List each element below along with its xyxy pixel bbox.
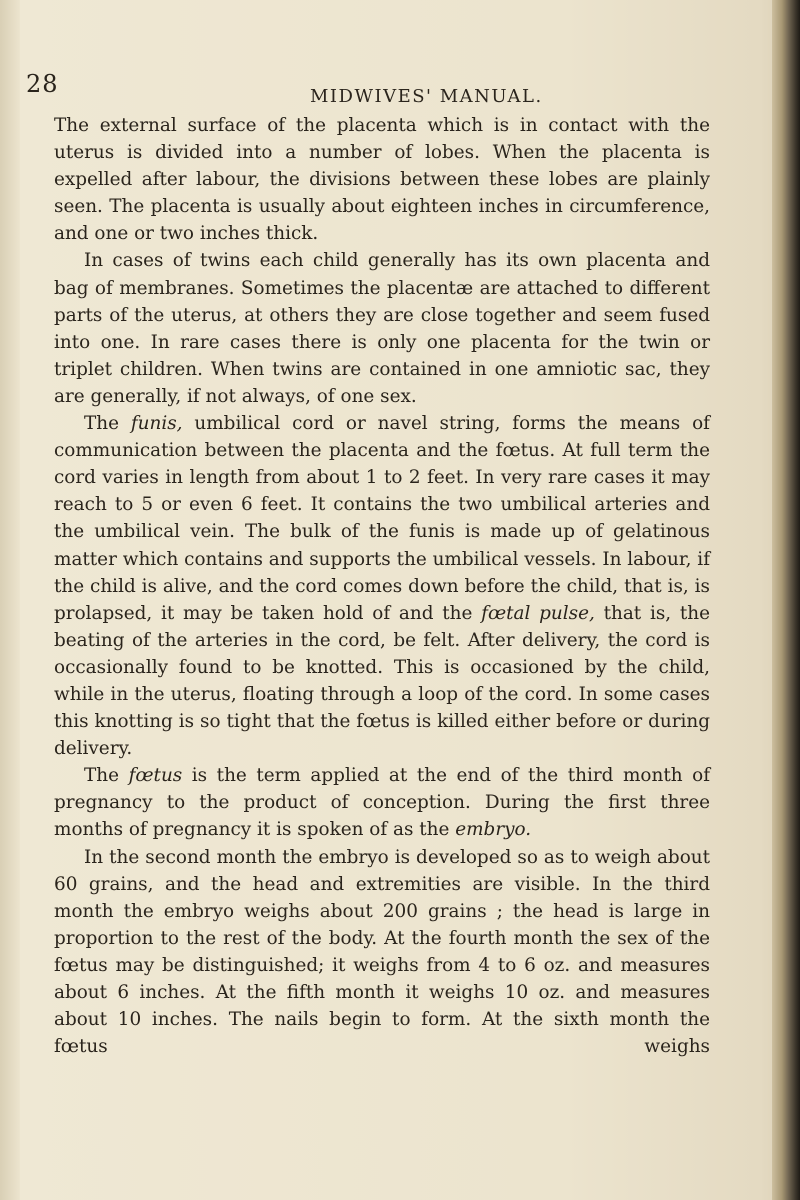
paragraph-funis xyxy=(54,410,710,762)
text-run: that is, the beating of the arteries in the cord, be felt. After delivery, the cord is occasionally found to be knotted. This is occasioned by the child, while in the uterus, floating through a loop of the cord. In some cases this knotting is so tight that the fœtus is killed either before or during delivery. xyxy=(54,602,710,760)
page-left-margin-shadow xyxy=(0,0,20,1200)
body-text xyxy=(54,112,710,1060)
paragraph-placenta-lobes: The external surface of the placenta which is in contact with the uterus is divided into a number of lobes. When the placenta is expelled after labour, the divisions between these lobes are plainly seen. The placenta is usually about eighteen inches in circumference, and one or two inches thick. xyxy=(54,115,710,245)
paragraph-embryo-development: In the second month the embryo is developed so as to weigh about 60 grains, and the head and extremities are visible. In the third month the embryo weighs about 200 grains ; the head is large in proportion to the rest of the body. At the fourth month the sex of the fœtus may be distinguished; it weighs from 4 to 6 oz. and measures about 6 inches. At the fifth month it weighs 10 oz. and measures about 10 inches. The nails begin to form. At the sixth month the fœtus weighs xyxy=(54,846,710,1058)
italic-term-funis: funis, xyxy=(130,413,183,435)
italic-term-foetal-pulse: fœtal pulse, xyxy=(481,602,595,624)
page-header xyxy=(0,70,800,110)
paragraph-foetus xyxy=(54,762,710,843)
text-run: is the term applied at the end of the third month of pregnancy to the product of conception. During the first three months of pregnancy it is spoken of as the xyxy=(54,765,710,841)
page-number: 28 xyxy=(26,70,59,98)
text-run: umbilical cord or navel string, forms the means of communication between the placenta and the fœtus. At full term the cord varies in length from about 1 to 2 feet. In very rare cases it may reach to 5 or even 6 feet. It contains the two umbilical arteries and the umbilical vein. The bulk of the funis is made up of gelatinous matter which contains and supports the umbilical vessels. In labour, if the child is alive, and the cord comes down before the child, that is, is prolapsed, it may be taken hold of and the xyxy=(54,413,710,624)
italic-term-foetus: fœtus xyxy=(128,765,183,787)
italic-term-embryo: embryo. xyxy=(455,819,532,841)
text-run: The xyxy=(84,413,131,435)
paragraph-twins: In cases of twins each child generally has its own placenta and bag of membranes. Sometimes the placentæ are attached to different parts of the uterus, at others they are close together and seem fused into one. In rare cases there is only one placenta for the twin or triplet children. When twins are contained in one amniotic sac, they are generally, if not always, of one sex. xyxy=(54,250,710,407)
book-spine-edge xyxy=(772,0,800,1200)
running-head: MIDWIVES' MANUAL. xyxy=(310,86,543,107)
text-run: The xyxy=(84,765,129,787)
